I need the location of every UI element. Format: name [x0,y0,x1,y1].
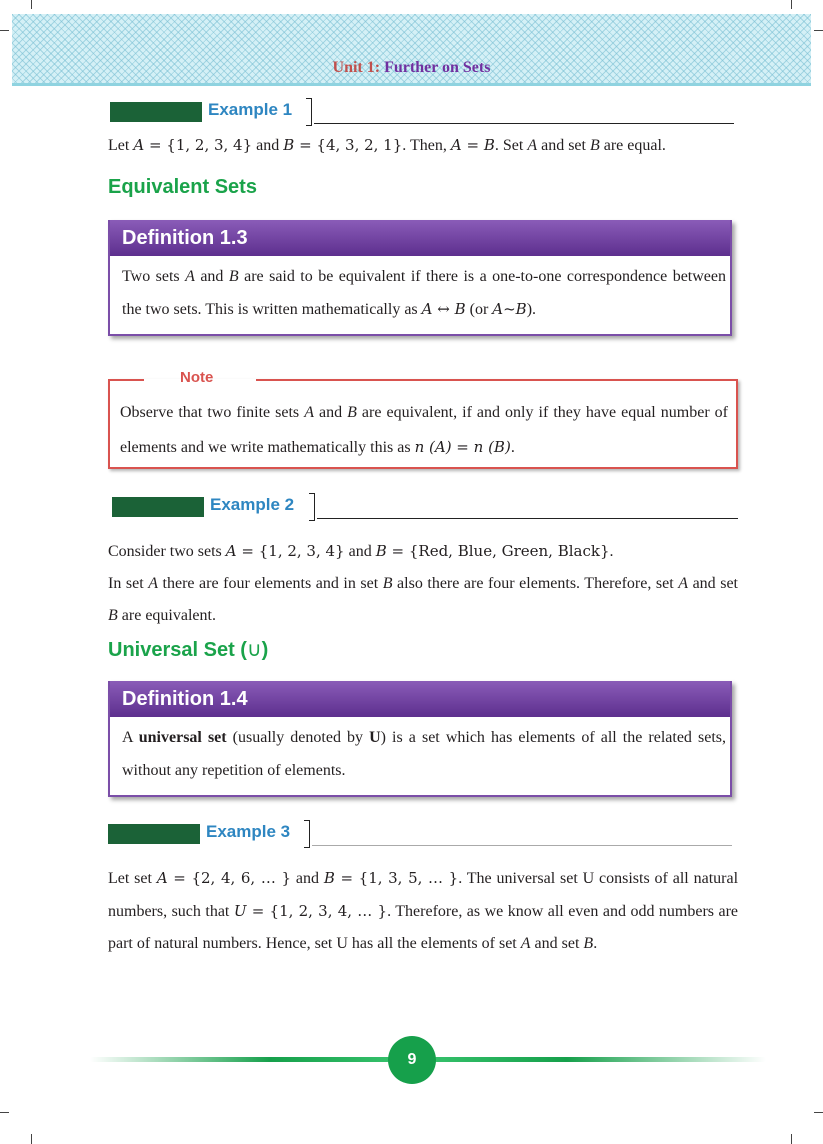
text: (usually denoted by [226,729,370,746]
math: = {1, 2, 3, 4, … } [246,902,388,920]
math: = {1, 2, 3, 4} [236,542,345,560]
text: and set [537,137,590,154]
math: B [108,607,118,624]
text: are said to be equivalent if there is a one-to-one correspondence between the two sets. This is written mathematically as [122,268,727,318]
text: . [593,935,598,952]
math: A [520,935,531,952]
math: = {Red, Blue, Green, Black} [386,542,610,560]
math: = {1, 3, 5, … } [334,869,459,887]
text: Observe that two finite sets [120,404,305,421]
definition-body [110,256,730,334]
section-title-equivalent-sets: Equivalent Sets [108,176,257,198]
crop-mark [814,30,823,31]
example-3-heading [108,820,732,850]
note-border [256,379,736,381]
text: In set [108,575,149,592]
math: U [233,902,247,920]
math: A [527,137,538,154]
math: A [450,136,462,154]
example-bracket [306,98,312,126]
math: B [283,136,295,154]
math: = [461,136,484,154]
math: A [148,575,158,592]
math: A [133,136,145,154]
footer-line-right [434,1057,766,1062]
text: . [609,543,614,560]
text: A [122,729,139,746]
math: A [185,268,195,285]
math: = {4, 3, 2, 1} [294,136,403,154]
math: A ↔ B [421,300,466,318]
example-rule [317,518,738,519]
definition-1-3-box [108,220,732,336]
text: . Therefore, as we know all even and odd numbers are part of natural numbers. Hence, set U has all the elements of set [108,903,739,952]
crop-mark [791,1134,792,1144]
math: A [304,404,314,421]
note-label: Note [180,369,214,386]
text: . The universal set U consists of all natural numbers, such that [108,870,739,920]
math: B [375,542,387,560]
text: . [510,439,515,456]
bold-term: U [369,729,381,746]
example-bar [108,824,200,844]
example-label: Example 2 [210,495,295,514]
unit-number: Unit 1: [332,59,381,76]
text: also there are four elements. Therefore, set [392,575,679,592]
example-rule [312,845,732,846]
math: = {2, 4, 6, … } [167,869,291,887]
text: ). [526,301,537,318]
text: there are four elements and in set [157,575,383,592]
math: B [347,404,357,421]
text: are equivalent. [117,607,216,624]
math: A [156,869,168,887]
text: ) [261,639,269,661]
line [108,535,738,568]
crop-mark [791,0,792,9]
crop-mark [31,1134,32,1144]
unit-title [0,59,823,77]
math: B [323,869,335,887]
text: and set [688,575,738,592]
example-bar [110,102,202,122]
footer-line-left [90,1057,390,1062]
section-title-universal-set [108,637,268,662]
text: are equivalent, if and only if they have equal number of elements and we write mathematically this as [120,404,729,456]
example-2-text [108,535,738,632]
text: are equal. [599,137,666,154]
text: and [194,268,229,285]
crop-mark [814,1112,823,1113]
math: = {1, 2, 3, 4} [144,136,253,154]
text: and [252,137,284,154]
definition-title: Definition 1.3 [110,220,730,256]
math: B [382,575,393,592]
example-2-heading [112,493,738,523]
definition-title: Definition 1.4 [110,681,730,717]
line [108,568,738,632]
math: A~B [492,300,527,318]
math: B [583,935,594,952]
unit-name: Further on Sets [384,59,491,76]
note-border [108,379,144,381]
text: Let set [108,870,157,887]
text: . Then, [402,137,451,154]
example-rule [314,123,734,124]
union-symbol: ∪ [246,639,262,661]
math: B [228,268,239,285]
text: Two sets [122,268,186,285]
example-label: Example 1 [208,100,293,119]
text: and [291,870,324,887]
text: Consider two sets [108,543,226,560]
math: n (A) = n (B) [414,438,511,456]
example-label: Example 3 [206,822,291,841]
example-bracket [309,493,315,521]
text: (or [465,301,493,318]
crop-mark [31,0,32,9]
example-1-heading [110,98,734,128]
math: A [678,575,689,592]
crop-mark [0,1112,9,1113]
example-bracket [304,820,310,848]
note-body [120,396,728,465]
math: A [225,542,237,560]
example-1-text [108,129,738,162]
text: ) is a set which has elements of all the related sets, without any repetition of elements. [122,729,727,779]
crop-mark [0,30,9,31]
definition-body [110,717,730,795]
text: and [313,404,348,421]
example-3-text [108,862,738,960]
math: B [589,137,600,154]
text: and set [530,935,584,952]
header-rule [12,83,811,86]
bold-term: universal set [138,729,227,746]
math: B [483,136,495,154]
definition-1-4-box [108,681,732,797]
example-bar [112,497,204,517]
text: and [344,543,376,560]
page-number: 9 [388,1036,436,1084]
text: Let [108,137,134,154]
text: . Set [494,137,528,154]
text: Universal Set ( [108,639,247,661]
